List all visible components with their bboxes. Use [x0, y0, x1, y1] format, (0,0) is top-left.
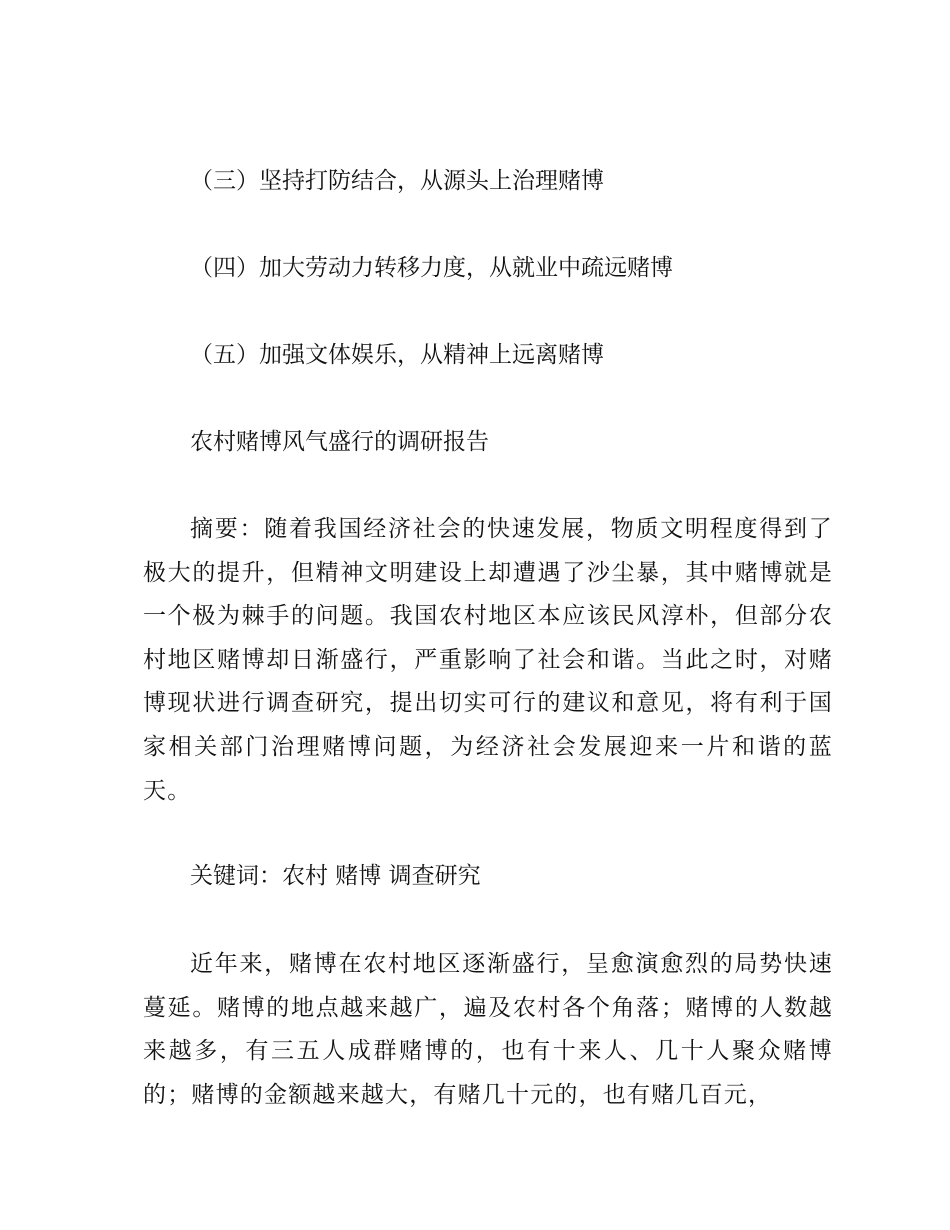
heading-section-3: （三）坚持打防结合，从源头上治理赌博	[190, 168, 604, 194]
heading-section-5: （五）加强文体娱乐，从精神上远离赌博	[190, 342, 604, 368]
report-title: 农村赌博风气盛行的调研报告	[190, 429, 489, 455]
body-paragraph: 近年来，赌博在农村地区逐渐盛行，呈愈演愈烈的局势快速蔓延。赌博的地点越来越广，遍及农村各个角落；赌博的人数越来越多，有三五人成群赌博的，也有十来人、几十人聚众赌博的；赌博的金额越来越大，有赌几十元的，也有赌几百元，	[143, 951, 833, 1108]
heading-section-4: （四）加大劳动力转移力度，从就业中疏远赌博	[190, 255, 673, 281]
keywords-line: 关键词：农村 赌博 调查研究	[190, 863, 481, 889]
abstract-paragraph: 摘要：随着我国经济社会的快速发展，物质文明程度得到了极大的提升，但精神文明建设上却遭遇了沙尘暴，其中赌博就是一个极为棘手的问题。我国农村地区本应该民风淳朴，但部分农村地区赌博却日渐盛行，严重影响了社会和谐。当此之时，对赌博现状进行调查研究，提出切实可行的建议和意见，将有利于国家相关部门治理赌博问题，为经济社会发展迎来一片和谐的蓝天。	[143, 516, 833, 804]
